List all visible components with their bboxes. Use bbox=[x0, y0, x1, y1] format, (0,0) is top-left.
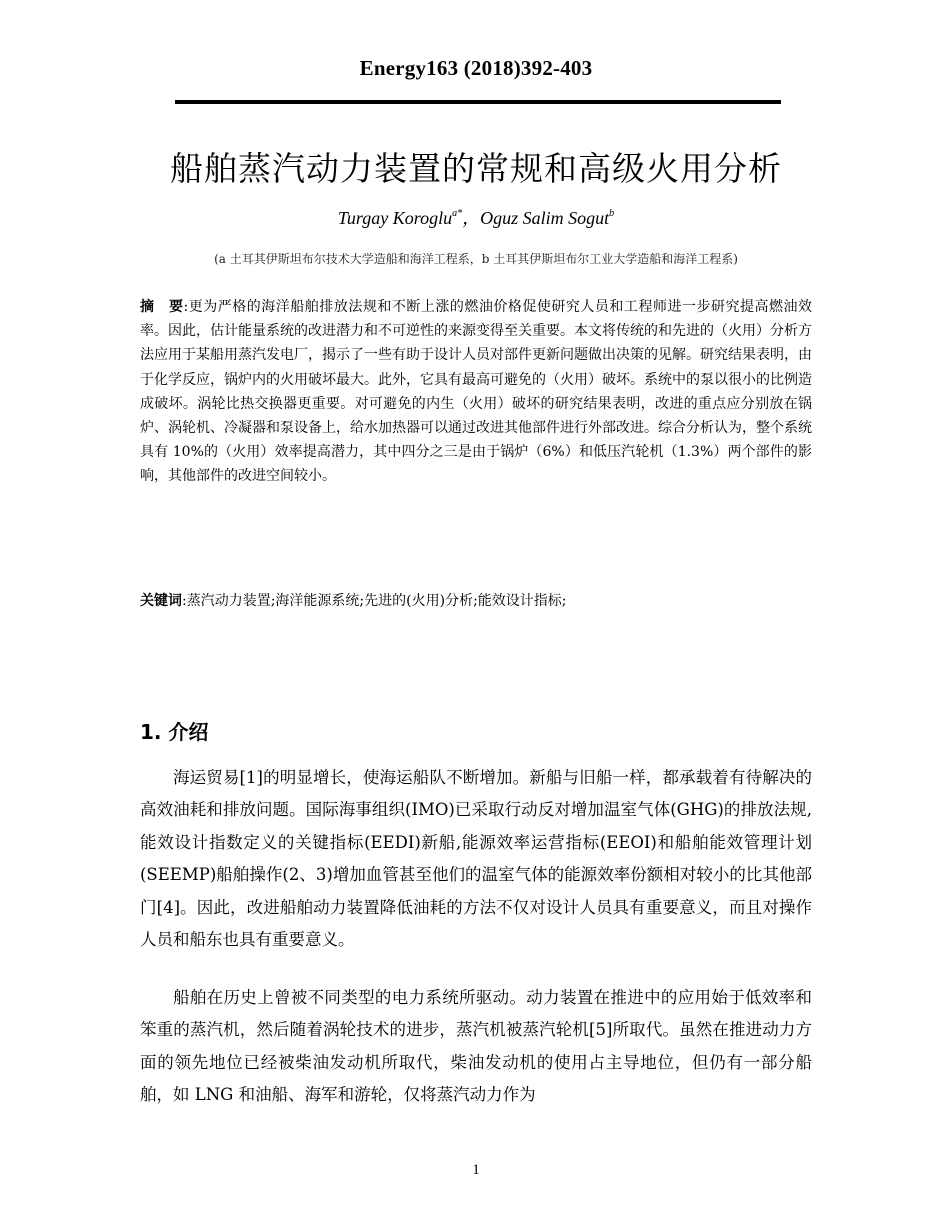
author-separator: ， bbox=[462, 208, 481, 228]
author-mark: b bbox=[609, 208, 615, 219]
body-paragraph: 海运贸易[1]的明显增长，使海运船队不断增加。新船与旧船一样，都承载着有待解决的高效油耗和排放问题。国际海事组织(IMO)已采取行动反对增加温室气体(GHG)的排放法规,能效设计指数定义的关键指标(EEDI)新船,能源效率运营指标(EEOI)和船舶能效管理计划(SEEMP)船舶操作(2、3)增加血管甚至他们的温室气体的能源效率份额相对较小的比其他部门[4]。因此，改进船舶动力装置降低油耗的方法不仅对设计人员具有重要意义，而且对操作人员和船东也具有重要意义。 bbox=[140, 768, 812, 950]
section-heading: 1. 介绍 bbox=[140, 720, 209, 744]
abstract-text: :更为严格的海洋船舶排放法规和不断上涨的燃油价格促使研究人员和工程师进一步研究提高燃油效率。因此，估计能量系统的改进潜力和不可逆性的来源变得至关重要。本文将传统的和先进的（火用）分析方法应用于某船用蒸汽发电厂，揭示了一些有助于设计人员对部件更新问题做出决策的见解。研究结果表明，由于化学反应，锅炉内的火用破坏最大。此外，它具有最高可避免的（火用）破坏。系统中的泵以很小的比例造成破坏。涡轮比热交换器更重要。对可避免的内生（火用）破坏的研究结果表明，改进的重点应分别放在锅炉、涡轮机、冷凝器和泵设备上，给水加热器可以通过改进其他部件进行外部改进。综合分析认为，整个系统具有 10%的（火用）效率提高潜力，其中四分之三是由于锅炉（6%）和低压汽轮机（1.3%）两个部件的影响，其他部件的改进空间较小。 bbox=[140, 299, 813, 485]
keywords bbox=[140, 589, 812, 613]
journal-header: Energy163 (2018)392-403 bbox=[359, 56, 593, 80]
affiliations: (a 土耳其伊斯坦布尔技术大学造船和海洋工程系，b 土耳其伊斯坦布尔工业大学造船和海洋工程系) bbox=[214, 252, 738, 266]
header-rule bbox=[175, 100, 781, 104]
keywords-label: 关键词 bbox=[140, 593, 182, 609]
body-paragraph: 船舶在历史上曾被不同类型的电力系统所驱动。动力装置在推进中的应用始于低效率和笨重的蒸汽机，然后随着涡轮技术的进步，蒸汽机被蒸汽轮机[5]所取代。虽然在推进动力方面的领先地位已经被柴油发动机所取代，柴油发动机的使用占主导地位，但仍有一部分船舶，如 LNG 和油船、海军和游轮，仅将蒸汽动力作为 bbox=[140, 988, 812, 1105]
abstract bbox=[140, 295, 812, 489]
author-name: Turgay Koroglu bbox=[337, 208, 453, 228]
page-number: 1 bbox=[472, 1162, 480, 1178]
author-line bbox=[0, 204, 952, 230]
keywords-text: :蒸汽动力装置;海洋能源系统;先进的(火用)分析;能效设计指标; bbox=[182, 593, 567, 609]
author-mark: a* bbox=[452, 208, 463, 219]
abstract-label: 摘 要 bbox=[140, 299, 184, 315]
author-name: Oguz Salim Sogut bbox=[480, 208, 610, 228]
paper-title: 船舶蒸汽动力装置的常规和高级火用分析 bbox=[170, 149, 782, 188]
